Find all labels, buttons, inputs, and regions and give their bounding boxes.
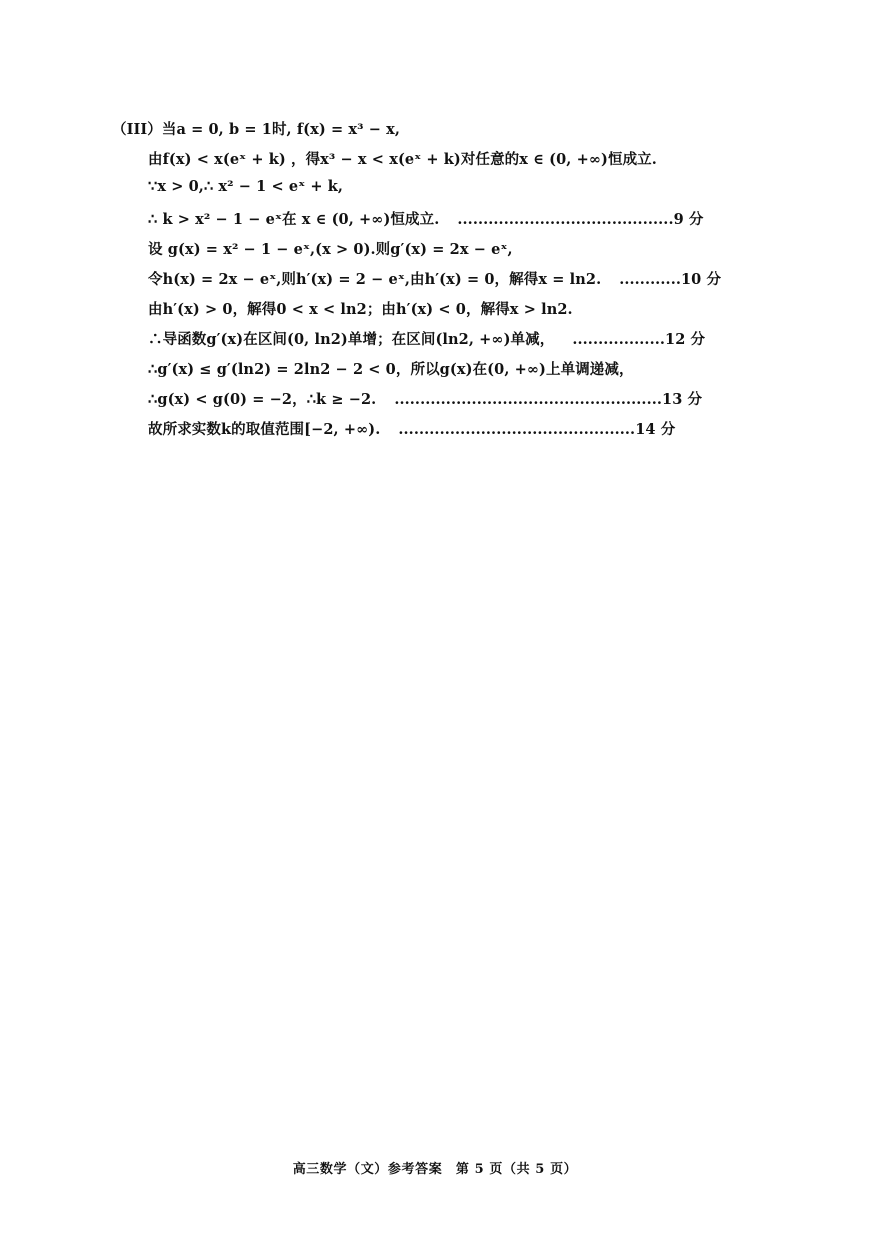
solution-line-11: [148, 418, 675, 439]
solution-text: 设 g(x) = x² − 1 − eˣ,(x > 0).则g′(x) = 2x − eˣ,: [148, 241, 513, 258]
solution-text: ∴g′(x) ≤ g′(ln2) = 2ln2 − 2 < 0，所以g(x)在(0, +∞)上单调递减，: [148, 361, 634, 378]
score-marker: ....................................................13 分: [394, 391, 703, 408]
solution-text: 由h′(x) > 0，解得0 < x < ln2；由h′(x) < 0，解得x > ln2.: [148, 301, 573, 318]
solution-text: ∴导函数g′(x)在区间(0, ln2)单增；在区间(ln2, +∞)单减，: [148, 331, 555, 348]
page-footer: 高三数学（文）参考答案 第 5 页（共 5 页）: [292, 1162, 578, 1177]
solution-line-9: [148, 358, 634, 379]
solution-text: 令h(x) = 2x − eˣ,则h′(x) = 2 − eˣ,由h′(x) = 0，解得x = ln2.: [148, 271, 602, 288]
solution-text: ∴g(x) < g(0) = −2，∴k ≥ −2.: [148, 391, 377, 408]
solution-line-10: [148, 388, 702, 409]
score-marker: ............10 分: [619, 271, 722, 288]
solution-line-5: [148, 238, 513, 259]
solution-text: 由f(x) < x(eˣ + k) ，得x³ − x < x(eˣ + k)对任意的x ∈ (0, +∞)恒成立.: [148, 151, 657, 168]
solution-line-2: [148, 148, 657, 169]
score-marker: ..............................................14 分: [398, 421, 676, 438]
solution-line-4: [148, 208, 704, 229]
score-marker: ..........................................9 分: [457, 211, 704, 228]
solution-text: ∵x > 0,∴ x² − 1 < eˣ + k,: [148, 178, 344, 195]
solution-text: ∴ k > x² − 1 − eˣ在 x ∈ (0, +∞)恒成立.: [148, 211, 440, 228]
solution-text: （III）当a = 0, b = 1时, f(x) = x³ − x,: [112, 121, 401, 138]
solution-line-3: [148, 178, 343, 195]
score-marker: ..................12 分: [572, 331, 706, 348]
solution-line-7: [148, 298, 573, 319]
solution-line-1: [112, 118, 400, 139]
solution-line-6: [148, 268, 721, 289]
solution-line-8: [148, 328, 705, 349]
solution-text: 故所求实数k的取值范围[−2, +∞).: [148, 421, 381, 438]
